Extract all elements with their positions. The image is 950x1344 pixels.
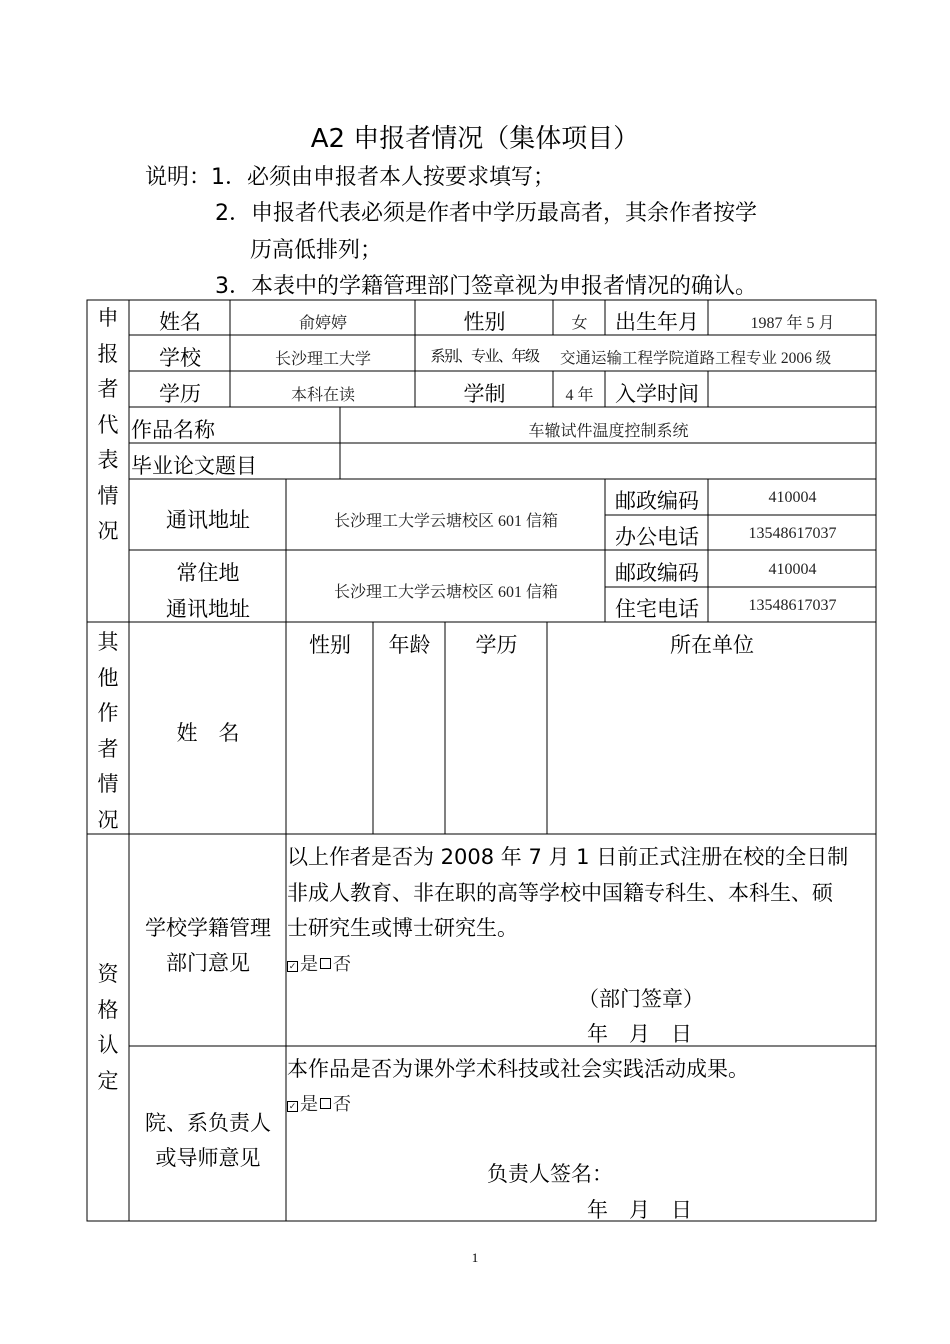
department-stamp-label: （部门签章） [578, 987, 704, 1011]
registry-question-line-1: 以上作者是否为 2008 年 7 月 1 日前正式注册在校的全日制 [287, 845, 849, 869]
postcode2-label: 邮政编码 [615, 561, 699, 585]
registry-opinion-label-2: 部门意见 [166, 951, 250, 975]
office-phone-value: 13548617037 [748, 525, 837, 542]
address-value: 长沙理工大学云塘校区 601 信箱 [333, 513, 558, 530]
postcode-value: 410004 [768, 489, 817, 506]
section-other-authors-label: 其他作者情况 [97, 630, 119, 832]
thesis-title-label: 毕业论文题目 [131, 454, 257, 478]
no-checkbox[interactable] [320, 958, 331, 969]
others-name-header: 姓 名 [176, 721, 240, 745]
yes-checkbox[interactable]: ✓ [288, 961, 297, 971]
edu-label: 学历 [159, 382, 201, 406]
dept-value: 交通运输工程学院道路工程专业 2006 级 [560, 350, 832, 367]
home-phone-value: 13548617037 [748, 597, 837, 614]
address-label: 通讯地址 [166, 508, 250, 532]
registry-opinion-label-1: 学校学籍管理 [145, 916, 271, 940]
edu-value: 本科在读 [290, 387, 355, 404]
work-title-value: 车辙试件温度控制系统 [528, 423, 689, 440]
enroll-label: 入学时间 [615, 382, 699, 406]
section-qualification-label: 资格认定 [97, 962, 119, 1093]
advisor-date: 年 月 日 [587, 1198, 692, 1222]
note-line-1: 说明：1．必须由申报者本人按要求填写； [145, 165, 555, 190]
registry-choice [287, 950, 351, 976]
perm-address-label-1: 常住地 [176, 561, 240, 585]
no-label-2: 否 [333, 1094, 351, 1114]
name-label: 姓名 [159, 310, 201, 334]
yes-label: 是 [300, 954, 318, 974]
gender-value: 女 [571, 315, 588, 332]
others-age-header: 年龄 [388, 633, 431, 657]
page-number: 1 [471, 1250, 479, 1265]
registry-question-line-2: 非成人教育、非在职的高等学校中国籍专科生、本科生、硕 [287, 881, 833, 905]
no-checkbox-2[interactable] [320, 1098, 331, 1109]
yes-checkbox-2[interactable]: ✓ [288, 1101, 297, 1111]
name-value: 俞婷婷 [298, 315, 347, 332]
office-phone-label: 办公电话 [615, 525, 699, 549]
dept-label: 系别、专业、年级 [430, 347, 539, 365]
school-value: 长沙理工大学 [274, 351, 371, 368]
note-line-3: 3．本表中的学籍管理部门签章视为申报者情况的确认。 [215, 274, 757, 299]
home-phone-label: 住宅电话 [615, 597, 699, 621]
note-line-2: 2．申报者代表必须是作者中学历最高者，其余作者按学 [215, 201, 757, 226]
perm-address-label-2: 通讯地址 [166, 597, 250, 621]
system-label: 学制 [463, 382, 506, 406]
work-title-label: 作品名称 [131, 418, 215, 442]
perm-address-value: 长沙理工大学云塘校区 601 信箱 [333, 584, 558, 601]
advisor-opinion-label-1: 院、系负责人 [145, 1111, 271, 1135]
signer-label: 负责人签名： [487, 1162, 613, 1186]
advisor-choice [287, 1090, 351, 1116]
section-applicant-label: 申报者代表情况 [97, 306, 119, 543]
postcode-label: 邮政编码 [615, 489, 699, 513]
school-label: 学校 [159, 346, 201, 370]
birth-label: 出生年月 [615, 310, 699, 334]
registry-date: 年 月 日 [587, 1022, 692, 1046]
others-gender-header: 性别 [309, 633, 351, 657]
others-unit-header: 所在单位 [670, 633, 754, 657]
postcode2-value: 410004 [768, 561, 817, 578]
page-title: A2 申报者情况（集体项目） [310, 124, 640, 154]
no-label: 否 [333, 954, 351, 974]
note-line-2b: 历高低排列； [250, 238, 383, 263]
advisor-opinion-label-2: 或导师意见 [155, 1146, 261, 1170]
system-value: 4 年 [565, 387, 594, 404]
advisor-question: 本作品是否为课外学术科技或社会实践活动成果。 [287, 1057, 749, 1081]
birth-value: 1987 年 5 月 [750, 315, 835, 332]
others-edu-header: 学历 [475, 633, 518, 657]
registry-question-line-3: 士研究生或博士研究生。 [287, 916, 518, 940]
yes-label-2: 是 [300, 1094, 318, 1114]
gender-label: 性别 [463, 310, 506, 334]
